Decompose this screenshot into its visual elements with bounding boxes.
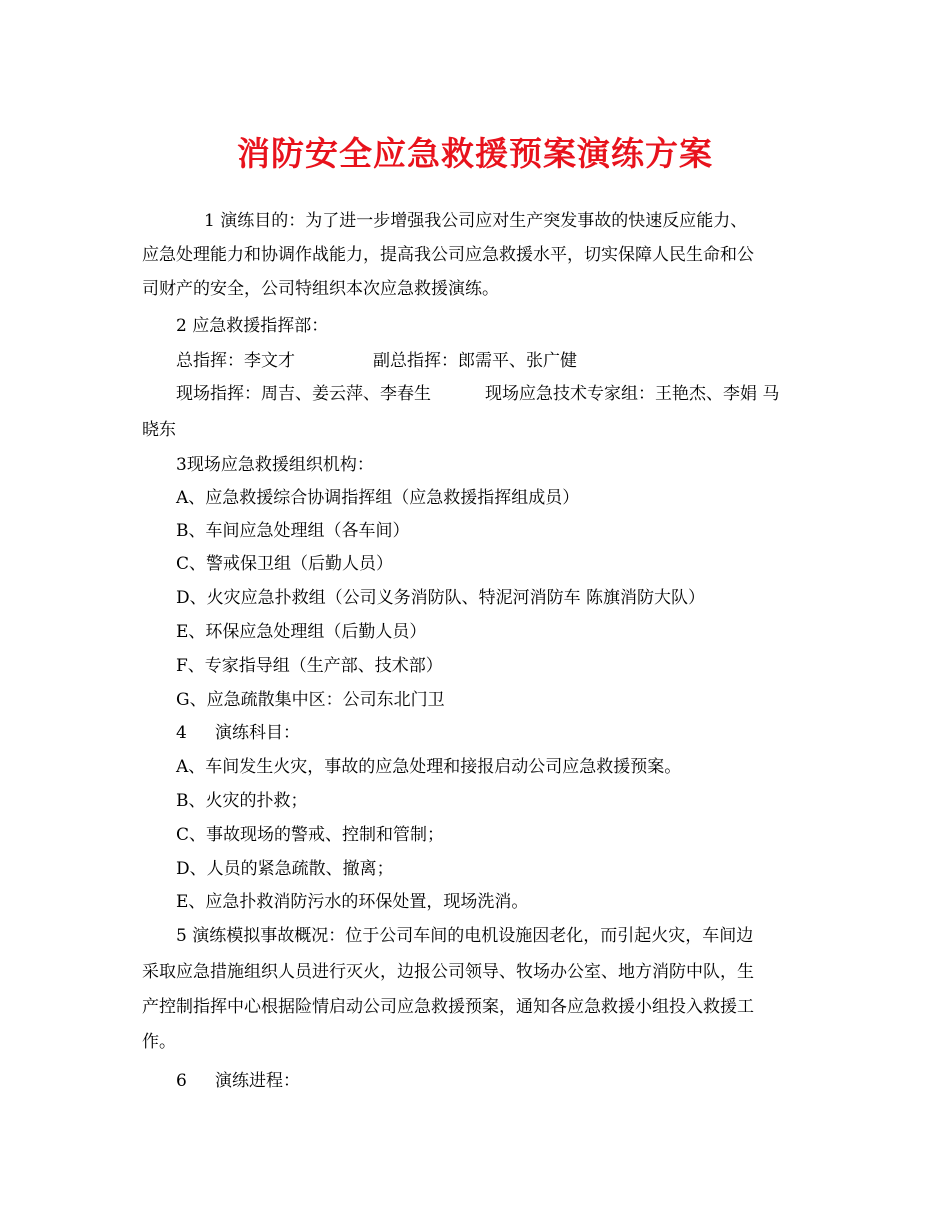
list-item: A、车间发生火灾，事故的应急处理和接报启动公司应急救援预案。 bbox=[176, 757, 682, 777]
list-item: A、应急救援综合协调指挥组（应急救援指挥组成员） bbox=[176, 488, 580, 508]
paragraph-line: 1 演练目的：为了进一步增强我公司应对生产突发事故的快速反应能力、 bbox=[204, 211, 748, 231]
section-heading: 2 应急救援指挥部： bbox=[176, 316, 329, 336]
paragraph-line: 采取应急措施组织人员进行灭火，边报公司领导、牧场办公室、地方消防中队，生 bbox=[142, 962, 754, 982]
expert-group-text: 现场应急技术专家组：王艳杰、李娟 马 bbox=[485, 384, 780, 404]
list-item: G、应急疏散集中区：公司东北门卫 bbox=[176, 690, 445, 710]
paragraph-line bbox=[176, 350, 846, 372]
section-title: 演练进程： bbox=[215, 1071, 300, 1091]
section-title: 演练科目： bbox=[215, 723, 300, 743]
paragraph-line: 产控制指挥中心根据险情启动公司应急救援预案，通知各应急救援小组投入救援工 bbox=[142, 997, 754, 1017]
paragraph-line: 作。 bbox=[142, 1032, 176, 1052]
list-item: D、人员的紧急疏散、撤离； bbox=[176, 859, 394, 879]
page-title: 消防安全应急救援预案演练方案 bbox=[237, 134, 713, 173]
paragraph-line: 5 演练模拟事故概况：位于公司车间的电机设施因老化，而引起火灾，车间边 bbox=[176, 926, 754, 946]
list-item: B、火灾的扑救； bbox=[176, 791, 308, 811]
paragraph-line bbox=[176, 383, 846, 405]
paragraph-line: 司财产的安全，公司特组织本次应急救援演练。 bbox=[142, 279, 499, 299]
list-item: E、应急扑救消防污水的环保处置，现场洗消。 bbox=[176, 892, 529, 912]
paragraph-line: 应急处理能力和协调作战能力，提高我公司应急救援水平，切实保障人民生命和公 bbox=[142, 245, 754, 265]
section-number: 4 bbox=[176, 723, 187, 743]
list-item: D、火灾应急扑救组（公司义务消防队、特泥河消防车 陈旗消防大队） bbox=[176, 588, 706, 608]
section-heading: 3现场应急救援组织机构： bbox=[176, 455, 374, 475]
list-item: C、事故现场的警戒、控制和管制； bbox=[176, 825, 445, 845]
list-item: C、警戒保卫组（后勤人员） bbox=[176, 554, 394, 574]
section-heading bbox=[176, 1070, 846, 1092]
section-heading bbox=[176, 722, 846, 744]
field-commander-text: 现场指挥：周吉、姜云萍、李春生 bbox=[176, 384, 431, 404]
paragraph-line: 晓东 bbox=[142, 420, 176, 440]
section-number: 6 bbox=[176, 1071, 187, 1091]
list-item: E、环保应急处理组（后勤人员） bbox=[176, 622, 427, 642]
list-item: F、专家指导组（生产部、技术部） bbox=[176, 656, 443, 676]
deputy-commander-text: 副总指挥：郎需平、张广健 bbox=[373, 351, 577, 371]
list-item: B、车间应急处理组（各车间） bbox=[176, 521, 410, 541]
commander-text: 总指挥：李文才 bbox=[176, 351, 295, 371]
